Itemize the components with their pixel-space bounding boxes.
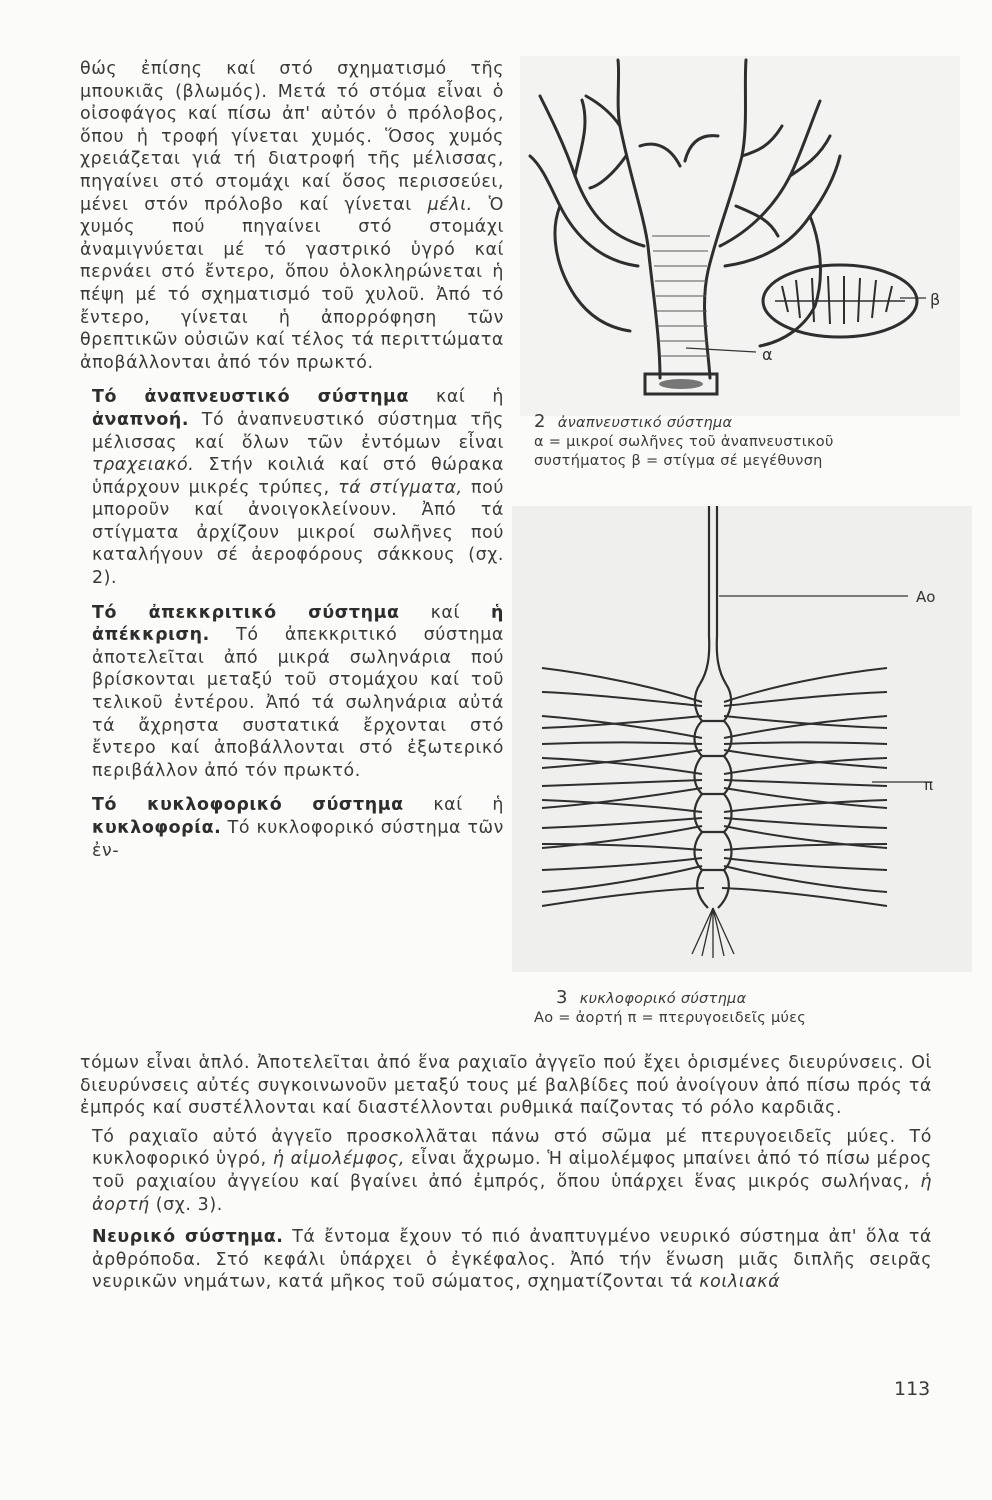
label-aorta: Αο <box>916 588 936 606</box>
paragraph-circulatory-start: Τό κυκλοφορικό σύστημα καί ἡ κυκλοφορία. Τό κυκλοφορικό σύστημα τῶν ἐν- <box>92 795 504 861</box>
spiracle-opening <box>659 379 703 389</box>
tracheal-diagram <box>520 56 960 416</box>
circulatory-diagram <box>512 506 972 972</box>
paragraph-digestion: θώς ἐπίσης καί στό σχηματισμό τῆς μπουκιᾶς (βλωμός). Μετά τό στόμα εἶναι ὁ οἰσοφάγος καί πίσω ἀπ' αὐτόν ὁ πρόλοβος, ὅπου ἡ τροφή γίνεται χυμός. Ὅσος χυμός χρειάζεται γιά τή διατροφή τῆς μέλισσας, πηγαίνει στό στομάχι καί ὅσος περισσεύει, μένει στόν πρόλοβο καί γίνεται μέλι. Ὁ χυμός πού πηγαίνει στό στομάχι ἀναμιγνύεται μέ τό γαστρικό ὑγρό καί περνάει στό ἔντερο, ὅπου ὁλοκληρώνεται ἡ πέψη μέ τό σχηματισμό τοῦ χυλοῦ. Ἀπό τό ἔντερο, γίνεται ἡ ἀπορρόφηση τῶν θρεπτικῶν οὐσιῶν καί τέλος τά περιττώματα ἀποβάλλονται ἀπό τόν πρωκτό. <box>80 59 505 373</box>
section-heading-respiratory: Τό ἀναπνευστικό σύστημα <box>92 387 409 408</box>
figure-2-respiratory <box>520 56 960 416</box>
label-beta: β <box>930 290 941 309</box>
figure-2-caption: 2 ἀναπνευστικό σύστημα α = μικροί σωλῆνες τοῦ ἀναπνευστικοῦ συστήματος β = στίγμα σέ μεγέθυνση <box>534 411 834 469</box>
left-column <box>80 58 504 862</box>
full-width-text <box>80 1052 932 1294</box>
label-alpha: α <box>762 345 773 364</box>
section-heading-circulatory: Τό κυκλοφορικό σύστημα <box>92 795 404 816</box>
label-pi: π <box>924 776 934 794</box>
paragraph-hemolymph: Τό ραχιαῖο αὐτό ἀγγεῖο προσκολλᾶται πάνω στό σῶμα μέ πτερυγοειδεῖς μύες. Τό κυκλοφορικό ὑγρό, ἡ αἱμολέμφος, εἶναι ἄχρωμο. Ἡ αἱμολέμφος μπαίνει ἀπό τό πίσω μέρος τοῦ ραχιαίου ἀγγείου καί βγαίνει ἀπό ἐμπρός, ὅπου ὑπάρχει ἕνας μικρός σωλήνας, ἡ ἀορτή (σχ. 3). <box>92 1126 932 1215</box>
section-heading-excretory: Τό ἀπεκκριτικό σύστημα <box>92 602 400 623</box>
figure-3-caption: 3 κυκλοφορικό σύστημα Αο = ἀορτή π = πτερυγοειδεῖς μύες <box>534 987 807 1026</box>
section-heading-nervous: Νευρικό σύστημα. <box>92 1227 284 1248</box>
paragraph-circulatory-cont: τόμων εἶναι ἁπλό. Ἀποτελεῖται ἀπό ἕνα ραχιαῖο ἀγγεῖο πού ἔχει ὁρισμένες διευρύνσεις. Οἱ διευρύνσεις αὐτές συγκοινωνοῦν μεταξύ τους μέ βαλβίδες πού ἀνοίγουν ἀπό πίσω πρός τά ἐμπρός καί συστέλλονται καί διαστέλλονται ρυθμικά παίζοντας τό ρόλο καρδιᾶς. <box>80 1053 932 1119</box>
figure-3-circulatory <box>512 506 972 972</box>
paragraph-nervous: Νευρικό σύστημα. Τά ἔντομα ἔχουν τό πιό ἀναπτυγμένο νευρικό σύστημα ἀπ' ὅλα τά ἀρθρόποδα. Στό κεφάλι ὑπάρχει ὁ ἐγκέφαλος. Ἀπό τήν ἕνωση μιᾶς διπλῆς σειρᾶς νευρικῶν νημάτων, κατά μῆκος τοῦ σώματος, σχηματίζονται τά κοιλιακά <box>92 1227 932 1293</box>
page-number: 113 <box>894 1378 931 1400</box>
paragraph-respiratory: Τό ἀναπνευστικό σύστημα καί ἡ ἀναπνοή. Τό ἀναπνευστικό σύστημα τῆς μέλισσας καί ὅλων τῶν ἐντόμων εἶναι τραχειακό. Στήν κοιλιά καί στό θώρακα ὑπάρχουν μικρές τρύπες, τά στίγματα, πού μποροῦν καί ἀνοιγοκλείνουν. Ἀπό τά στίγματα ἀρχίζουν μικροί σωλῆνες πού καταλήγουν σέ ἀεροφόρους σάκκους (σχ. 2). <box>92 387 505 589</box>
paragraph-excretory: Τό ἀπεκκριτικό σύστημα καί ἡ ἀπέκκριση. Τό ἀπεκκριτικό σύστημα ἀποτελεῖται ἀπό μικρά σωληνάρια πού βρίσκονται μεταξύ τοῦ στομάχου καί τοῦ τελικοῦ ἐντέρου. Ἀπό τά σωληνάρια αὐτά τά ἄχρηστα συστατικά ἔρχονται στό ἔντερο καί ἀποβάλλονται στό ἐξωτερικό περιβάλλον ἀπό τόν πρωκτό. <box>92 602 504 781</box>
